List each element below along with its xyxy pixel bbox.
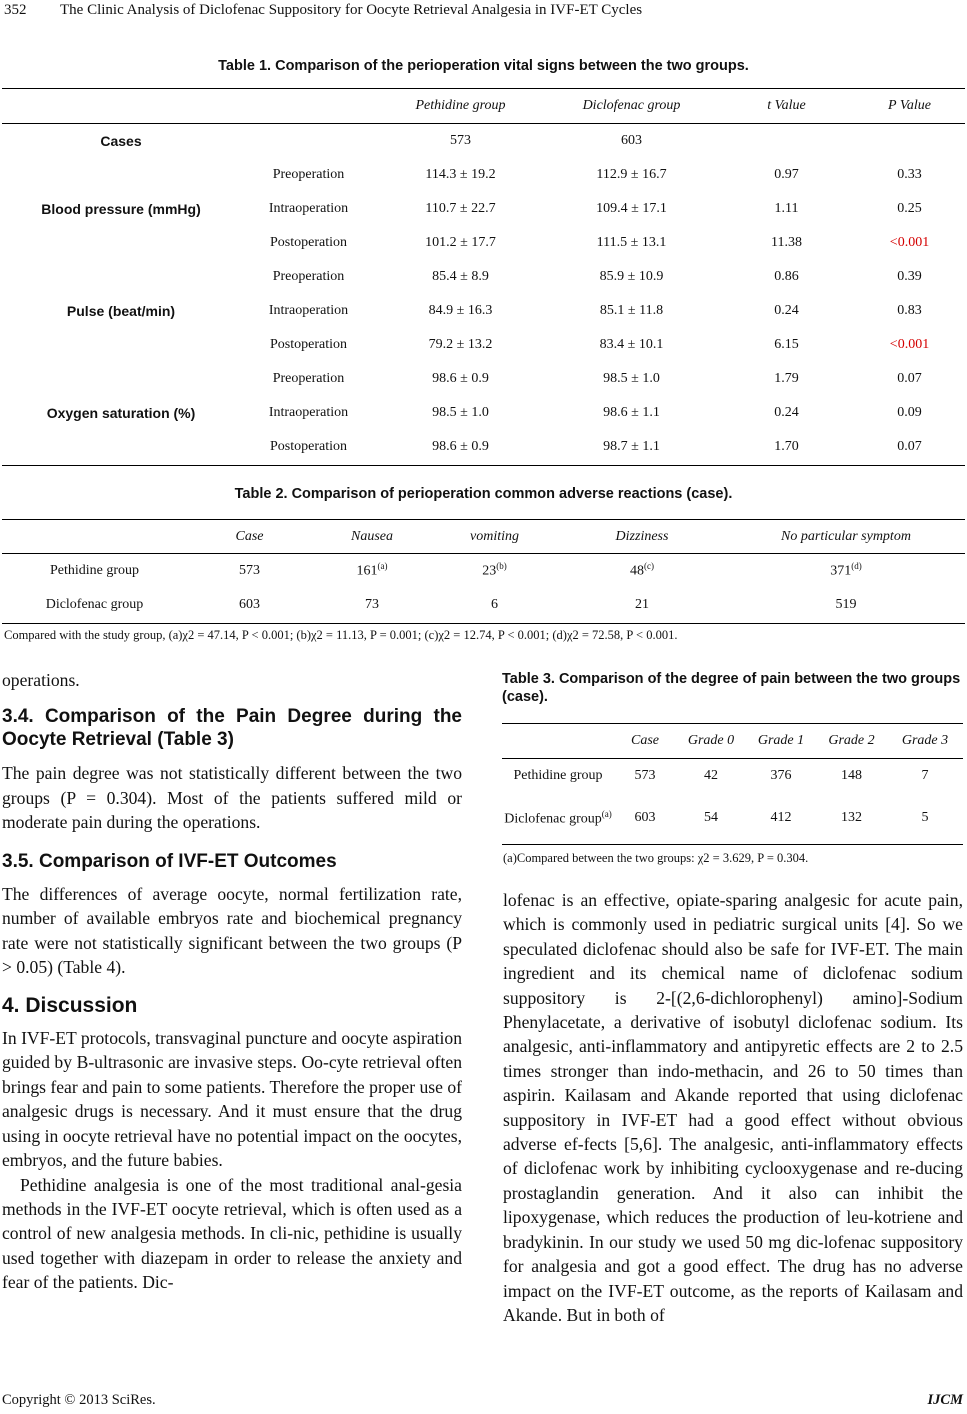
table-cell: Postoperation xyxy=(270,234,347,250)
table-cell: 371$^{(d)}$ xyxy=(830,561,862,580)
table3-title: Table 3. Comparison of the degree of pain between the two groups (case). xyxy=(502,671,961,705)
row-label: Cases xyxy=(100,132,142,149)
table2-header-row xyxy=(2,520,965,554)
table-cell: 0.39 xyxy=(897,268,922,284)
footer-journal: IJCM xyxy=(927,1392,963,1408)
table-cell: 0.24 xyxy=(774,404,799,420)
table-cell: 54 xyxy=(704,810,718,826)
col-header: Pethidine group xyxy=(415,98,506,113)
table-cell: 98.7 ± 1.1 xyxy=(603,439,660,455)
table-cell: 0.24 xyxy=(774,302,799,318)
row-label: Diclofenac group$^{(a)}$ xyxy=(504,808,612,827)
row-group-label: Pulse (beat/min) xyxy=(66,302,176,319)
col-header: Diclofenac group xyxy=(582,98,681,113)
col-header: Grade 2 xyxy=(828,733,875,748)
table-cell: Intraoperation xyxy=(268,302,349,318)
col-header: Case xyxy=(631,733,659,748)
table-cell: 110.7 ± 22.7 xyxy=(425,200,496,216)
table-cell: Preoperation xyxy=(272,370,345,386)
paragraph: operations. xyxy=(2,670,80,690)
col-header: Case xyxy=(235,528,264,544)
table-row xyxy=(2,124,965,158)
paragraph: The pain degree was not statistically different between the two groups (P = 0.304). Most of the patients suffered mild or moderate pain during the operations. xyxy=(2,763,462,833)
row-group-label: Blood pressure (mmHg) xyxy=(41,200,201,217)
table-cell: 98.5 ± 1.0 xyxy=(432,404,489,420)
table-cell: 0.33 xyxy=(897,166,922,182)
section-heading-4: 4. Discussion xyxy=(2,993,138,1017)
paragraph: The differences of average oocyte, normal fertilization rate, number of available embryos rate and biochemical pregnancy rate were not statistically significant between the two groups (P > 0.05) (Table 4). xyxy=(2,884,462,978)
significant-p-value: <0.001 xyxy=(889,336,930,352)
table-cell: 519 xyxy=(835,597,857,613)
table-cell: 5 xyxy=(921,810,929,826)
table-cell: 412 xyxy=(770,810,792,826)
table-row xyxy=(502,793,963,845)
table-cell: 0.86 xyxy=(774,268,799,284)
table1 xyxy=(2,88,965,466)
table3-footnote: (a)Compared between the two groups: χ2 = 3.629, P = 0.304. xyxy=(503,851,809,865)
col-header: Dizziness xyxy=(615,528,669,544)
table-cell: 376 xyxy=(770,767,792,783)
table-cell: Postoperation xyxy=(270,439,347,455)
table1-title: Table 1. Comparison of the perioperation vital signs between the two groups. xyxy=(218,58,749,74)
table-row xyxy=(2,260,965,294)
table-cell: Intraoperation xyxy=(268,404,349,420)
table-cell: Preoperation xyxy=(272,268,345,284)
row-group-label: Oxygen saturation (%) xyxy=(46,405,196,422)
page-number: 352 xyxy=(4,2,27,18)
table-cell: 85.9 ± 10.9 xyxy=(599,268,664,284)
table-cell: 0.25 xyxy=(897,200,922,216)
table-cell: 132 xyxy=(841,810,862,826)
table-cell: 161$^{(a)}$ xyxy=(356,561,388,580)
table-cell: 0.97 xyxy=(774,166,799,182)
left-column xyxy=(2,668,462,1295)
table-cell: Intraoperation xyxy=(268,200,349,216)
row-label: Diclofenac group xyxy=(45,597,144,613)
table2-title: Table 2. Comparison of perioperation common adverse reactions (case). xyxy=(234,486,733,502)
col-header: Nausea xyxy=(351,528,393,544)
table-cell: 111.5 ± 13.1 xyxy=(596,234,667,250)
table2 xyxy=(2,519,965,624)
table-cell: 114.3 ± 19.2 xyxy=(425,166,496,182)
table-cell: 573 xyxy=(450,132,471,148)
table-cell: 603 xyxy=(239,597,260,613)
table-cell: 603 xyxy=(634,810,656,826)
table-cell: 1.11 xyxy=(774,200,799,216)
table-cell: 0.09 xyxy=(897,404,922,420)
paragraph: Pethidine analgesia is one of the most traditional anal-gesia methods in the IVF-ET oocyte retrieval, which is often used as a control of new analgesia methods. In cli-nic, pethidine is usually used together with diazepam in order to release the anxiety and fear of the patients. Dic- xyxy=(2,1174,462,1293)
col-header: Grade 0 xyxy=(687,733,735,748)
table-row xyxy=(2,588,965,624)
table-cell: 573 xyxy=(634,767,656,783)
table-row xyxy=(2,362,965,396)
running-header xyxy=(0,0,967,22)
table-cell: 79.2 ± 13.2 xyxy=(428,336,493,352)
table-cell: 73 xyxy=(365,597,379,613)
table-row xyxy=(2,554,965,588)
table-cell: 11.38 xyxy=(771,234,802,250)
table-cell: Postoperation xyxy=(270,336,347,352)
table-cell: 603 xyxy=(621,132,642,148)
table1-header-row xyxy=(2,89,965,124)
table3 xyxy=(502,723,963,845)
section-heading-3-5: 3.5. Comparison of IVF-ET Outcomes xyxy=(2,850,337,872)
significant-p-value: <0.001 xyxy=(889,234,930,250)
table-cell: 98.5 ± 1.0 xyxy=(603,370,660,386)
table-cell: 1.79 xyxy=(774,370,799,386)
table-cell: 98.6 ± 0.9 xyxy=(432,370,489,386)
col-header: Grade 3 xyxy=(901,733,949,748)
table-cell: 0.83 xyxy=(897,302,922,318)
table3-header-row xyxy=(502,724,963,759)
col-header: No particular symptom xyxy=(781,528,911,544)
footer-copyright: Copyright © 2013 SciRes. xyxy=(2,1392,156,1408)
paragraph: In IVF-ET protocols, transvaginal puncture and oocyte aspiration guided by B-ultrasonic are invasive steps. Oo-cyte retrieval often brings fear and pain to some patients. Therefore the proper use of analgesic drugs is necessary. And it must ensure that the drug using in oocyte retrieval have no potential impact on the oocytes, embryos, and the future babies. xyxy=(2,1028,462,1171)
col-header: vomiting xyxy=(470,528,519,544)
right-column xyxy=(503,888,963,1327)
table-cell: 101.2 ± 17.7 xyxy=(425,234,496,250)
table-cell: 85.1 ± 11.8 xyxy=(599,302,664,318)
table-cell: 98.6 ± 1.1 xyxy=(603,404,660,420)
table-cell: 84.9 ± 16.3 xyxy=(428,302,493,318)
col-header: P Value xyxy=(888,98,931,113)
table-cell: 1.70 xyxy=(774,439,799,455)
table2-footnote: Compared with the study group, (a)χ2 = 47.14, P < 0.001; (b)χ2 = 11.13, P = 0.001; (c)χ2 = 12.74, P < 0.001; (d)χ2 = 72.58, P < 0.001. xyxy=(4,628,678,642)
col-header: Grade 1 xyxy=(757,733,805,748)
table-cell: 21 xyxy=(635,597,649,613)
table-cell: 83.4 ± 10.1 xyxy=(599,336,664,352)
table-cell: 109.4 ± 17.1 xyxy=(596,200,667,216)
table-cell: 148 xyxy=(841,767,862,783)
section-heading-3-4: 3.4. Comparison of the Pain Degree during the Oocyte Retrieval (Table 3) xyxy=(2,706,462,751)
table-row xyxy=(502,759,963,793)
paragraph: lofenac is an effective, opiate-sparing analgesic for acute pain, which is commonly used in pediatric surgical units [4]. So we speculated diclofenac should also be safe for IVF-ET. The main ingredient and its chemical name of diclofenac sodium suppository is 2-[(2,6-dichlorophenyl) amino]-Sodium Phenylacetate, a derivative of isobutyl diclofenac sodium. Its analgesic, anti-inflammatory and antipyretic effects are 2 to 2.5 times stronger than indo-methacin, and 26 to 50 times than aspirin. Kailasam and Akande reported that using diclofenac suppository in IVF-ET had a good effect without obvious adverse ef-fects [5,6]. The analgesic, anti-inflammatory effects of diclofenac work by inhibiting cyclooxygenase and re-ducing prostaglandin generation. And it also can inhibit the lipoxygenase, which reduces the production of leu-kotriene and bradykinin. In our study we used 50 mg dic-lofenac suppository for analgesia and got a good effect. The drug has no adverse impact on the IVF-ET outcome, as the reports of Kailasam and Akande. But in both of xyxy=(503,890,963,1325)
row-label: Pethidine group xyxy=(49,562,140,578)
table-cell: 0.07 xyxy=(897,370,922,386)
table-cell: 0.07 xyxy=(897,439,922,455)
table-cell: 6 xyxy=(491,597,498,613)
table-cell: 573 xyxy=(239,562,260,578)
col-header: t Value xyxy=(767,98,806,113)
table-cell: 48$^{(c)}$ xyxy=(630,561,654,580)
running-title: The Clinic Analysis of Diclofenac Suppository for Oocyte Retrieval Analgesia in IVF-ET Cycles xyxy=(60,2,643,18)
table-cell: 42 xyxy=(704,767,718,783)
table-row xyxy=(2,158,965,192)
row-label: Pethidine group xyxy=(513,767,603,783)
table-cell: 112.9 ± 16.7 xyxy=(596,166,667,182)
table-cell: 23$^{(b)}$ xyxy=(482,561,507,580)
table-cell: 7 xyxy=(921,767,929,783)
table-cell: 85.4 ± 8.9 xyxy=(432,268,489,284)
table-cell: 98.6 ± 0.9 xyxy=(432,439,489,455)
table-cell: Preoperation xyxy=(272,166,345,182)
table-cell: 6.15 xyxy=(774,336,799,352)
